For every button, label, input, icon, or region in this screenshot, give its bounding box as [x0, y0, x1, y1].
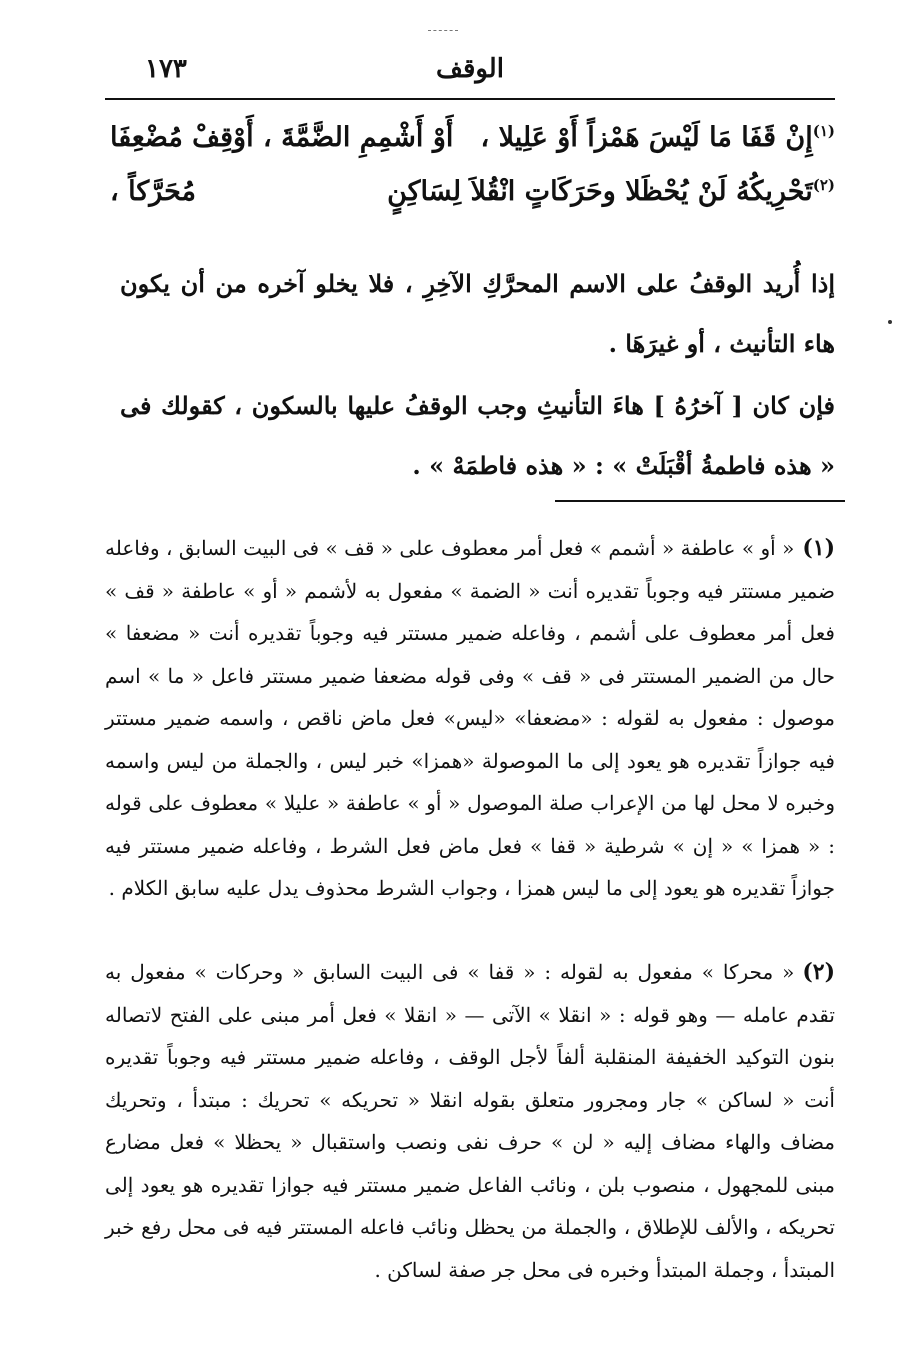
body-paragraph: إذا أُريد الوقفُ على الاسم المحرَّكِ الآخِرِ ، فلا يخلو آخره من أن يكون هاء التأنيث ، أو غيرَهَا . [120, 269, 835, 358]
footnote-number: (١) [802, 535, 835, 561]
verse-1-right [480, 122, 835, 153]
footnote-number: (٢) [802, 959, 835, 985]
footnote-text: « أو » عاطفة « أشمم » فعل أمر معطوف على « قف » فى البيت السابق ، وفاعله ضمير مستتر فيه وجوباً تقديره أنت « الضمة » مفعول به لأشمم « أو » عاطفة « قف » فعل أمر معطوف على أشمم ، وفاعله ضمير مستتر فيه وجوباً تقديره أنت « مضعفا » حال من الضمير المستتر فى « قف » وفى قوله مضعفا ضمير مستتر فاعل « ما » اسم موصول : مفعول به لقوله : «مضعفا» «ليس» فعل ماض ناقص ، واسمه ضمير مستتر فيه جوازاً تقديره هو يعود إلى ما الموصولة «همزا» خبر ليس ، والجملة من ليس واسمه وخبره لا محل لها من الإعراب صلة الموصول « أو » عاطفة « عليلا » معطوف على قوله : « همزا » « إن » شرطية « قفا » فعل ماض فعل الشرط ، وفاعله ضمير مستتر فيه جوازاً تقديره هو يعود إلى ما ليس همزا ، وجواب الشرط محذوف يدل عليه سابق الكلام . [105, 536, 835, 900]
verse-2-right-text: تَحْرِيكُهُ لَنْ يُحْظَلا [625, 176, 813, 207]
footnote-2 [105, 951, 835, 1291]
verse-1-middle-text: مَا لَيْسَ هَمْزاً أَوْ عَلِيلا ، [480, 122, 732, 153]
verse-2-middle-text: وحَرَكَاتٍ انْقُلاَ لِسَاكِنٍ [387, 176, 616, 207]
verse-2-right [387, 176, 835, 207]
running-title: الوقف [436, 54, 504, 84]
verse-1-left: أَوْ أَشْمِمِ الضَّمَّةَ ، أَوْقِفْ مُضْعِفَا [110, 122, 454, 153]
verse-line-2 [110, 176, 835, 207]
verse-2-left: مُحَرَّكاً ، [110, 176, 196, 207]
verse-line-1 [110, 122, 835, 153]
header-rule [105, 98, 835, 100]
top-margin-mark [428, 30, 458, 31]
footnote-1 [105, 527, 835, 910]
body-paragraph: فإن كان [ آخرُهُ ] هاءَ التأنيثِ وجب الوقفُ عليها بالسكون ، كقولك فى « هذه فاطمةُ أقْبَلَتْ » : « هذه فاطمَهْ » . [120, 391, 835, 480]
verse-1-right-text: إِنْ قَفَا [741, 122, 813, 153]
page-number: ١٧٣ [145, 54, 187, 84]
margin-dot [888, 320, 892, 324]
footnote-text: « محركا » مفعول به لقوله : « قفا » فى البيت السابق « وحركات » مفعول به تقدم عامله — وهو قوله : « انقلا » الآتى — « انقلا » فعل أمر مبنى على الفتح لاتصاله بنون التوكيد الخفيفة المنقلبة ألفاً لأجل الوقف ، وفاعله ضمير مستتر فيه وجوباً تقديره أنت « لساكن » جار ومجرور متعلق بقوله انقلا « تحريكه » تحريك : مبتدأ ، وتحريك مضاف والهاء مضاف إليه « لن » حرف نفى ونصب واستقبال « يحظلا » فعل مضارع مبنى للمجهول ، منصوب بلن ، ونائب الفاعل ضمير مستتر فيه جوازا تقديره هو يعود إلى تحريكه ، والألف للإطلاق ، والجملة من يحظل ونائب فاعله المستتر فيه فى محل رفع خبر المبتدأ ، وجملة المبتدأ وخبره فى محل جر صفة لساكن . [105, 960, 835, 1282]
footnote-marker: (٢) [812, 176, 835, 194]
page-header [105, 50, 835, 92]
footnote-rule [555, 500, 845, 502]
footnote-marker: (١) [812, 122, 835, 140]
